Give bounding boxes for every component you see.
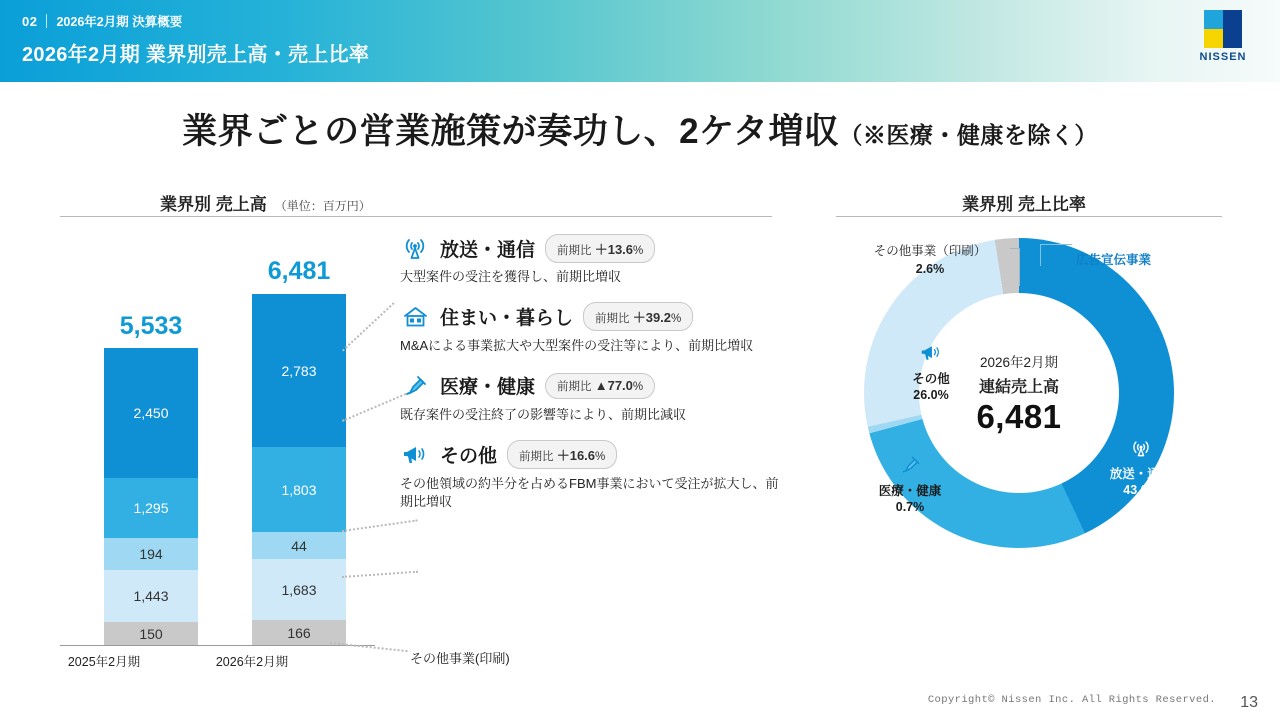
badge-prefix: 前期比 xyxy=(557,244,592,257)
bar-segment-other-2025: 1,443 xyxy=(104,570,198,622)
bar-segment-medical-2026: 44 xyxy=(252,532,346,559)
list-item xyxy=(400,234,780,287)
megaphone-icon xyxy=(400,441,430,469)
donut-callout-print-label: その他事業（印刷） xyxy=(873,244,987,258)
bar-segment-print-2026: 166 xyxy=(252,620,346,645)
donut-callout-print xyxy=(850,242,1010,278)
item-description: M&Aによる事業拡大や大型案件の受注等により、前期比増収 xyxy=(400,337,754,353)
slide-headline-text: 業界ごとの営業施策が奏功し、2ケタ増収 xyxy=(182,112,840,151)
callout-leader-print-h xyxy=(1010,248,1020,249)
logo-wordmark: NISSEN xyxy=(1199,51,1247,63)
bar-segment-home-2026: 1,803 xyxy=(252,447,346,532)
status-badge xyxy=(507,440,617,469)
donut-label-broadcast-name: 放送・通信 xyxy=(1109,466,1173,481)
copyright-text: Copyright© Nissen Inc. All Rights Reserved. xyxy=(927,694,1216,706)
badge-value: ＋16.6 xyxy=(556,448,596,464)
bar-chart-axis xyxy=(60,645,375,646)
home-icon xyxy=(400,303,430,331)
donut-label-other xyxy=(876,342,986,403)
donut-label-other-name: その他 xyxy=(912,371,950,386)
right-section-heading-text: 業界別 売上比率 xyxy=(962,195,1086,214)
logo-mark-icon xyxy=(1204,10,1242,48)
donut-label-medical-value: 0.7% xyxy=(895,500,925,515)
donut-label-home-icon xyxy=(936,552,1066,581)
other-business-note: その他事業(印刷) xyxy=(410,651,510,666)
bar-segment-medical-2025: 194 xyxy=(104,538,198,570)
status-badge xyxy=(545,234,655,263)
bar-total-2026: 6,481 xyxy=(267,257,331,285)
donut-label-home-value: 27.8% xyxy=(983,598,1019,613)
bar-segment-print-2025: 150 xyxy=(104,622,198,645)
donut-label-broadcast-value: 43.0% xyxy=(1123,483,1159,498)
slide-headline xyxy=(0,104,1280,154)
badge-suffix: % xyxy=(595,451,606,464)
left-section-unit: （単位：百万円） xyxy=(274,199,371,213)
donut-center-value: 6,481 xyxy=(976,397,1062,435)
bar-xlabel-2026: 2026年2月期 xyxy=(215,655,289,669)
badge-prefix: 前期比 xyxy=(519,451,554,464)
header-text-block xyxy=(22,11,369,67)
badge-value: ＋13.6 xyxy=(594,241,634,257)
item-name: その他 xyxy=(440,446,498,468)
bar-segment-other-2026: 1,683 xyxy=(252,559,346,620)
donut-center-label: 連結売上高 xyxy=(978,378,1059,396)
badge-suffix: % xyxy=(671,313,682,326)
syringe-icon xyxy=(400,372,430,400)
donut-label-home xyxy=(936,552,1066,613)
industry-item-list xyxy=(400,234,780,528)
page-header xyxy=(0,0,1280,82)
slide-headline-note: （※医療・健康を除く） xyxy=(839,122,1098,148)
broadcast-icon xyxy=(400,234,430,262)
status-badge xyxy=(583,302,693,331)
callout-leader-ad-v xyxy=(1040,244,1041,266)
donut-label-other-value: 26.0% xyxy=(913,388,949,403)
donut-callout-ad-business: 広告宣伝事業 xyxy=(1076,253,1152,267)
badge-suffix: % xyxy=(633,244,644,257)
left-section-heading-text: 業界別 売上高 xyxy=(160,195,267,214)
left-section-heading xyxy=(160,190,371,215)
donut-label-broadcast xyxy=(1086,437,1196,498)
badge-suffix: % xyxy=(632,380,644,393)
badge-value: ▲77.0 xyxy=(594,377,633,393)
badge-value: ＋39.2 xyxy=(632,310,672,326)
item-header xyxy=(400,234,780,262)
callout-leader-print xyxy=(1019,248,1020,286)
list-item xyxy=(400,441,780,513)
badge-prefix: 前期比 xyxy=(557,380,592,393)
header-divider xyxy=(46,14,47,28)
donut-callout-print-value: 2.6% xyxy=(915,262,945,277)
section-subtitle: 2026年2月期 決算概要 xyxy=(56,15,183,29)
item-name: 住まい・暮らし xyxy=(440,308,574,330)
badge-prefix: 前期比 xyxy=(595,313,630,326)
bar-segment-broadcast-2025: 2,450 xyxy=(104,348,198,478)
item-name: 医療・健康 xyxy=(440,377,536,399)
item-description: 大型案件の受注を獲得し、前期比増収 xyxy=(400,269,622,284)
item-name: 放送・通信 xyxy=(440,239,536,261)
list-item xyxy=(400,303,780,356)
donut-center-period: 2026年2月期 xyxy=(979,354,1059,370)
donut-label-medical-name: 医療・健康 xyxy=(878,483,942,498)
page-title: 2026年2月期 業界別売上高・売上比率 xyxy=(22,44,370,66)
bar-segment-home-2025: 1,295 xyxy=(104,478,198,538)
item-header xyxy=(400,441,780,469)
donut-label-home-name: 住まい・暮らし xyxy=(957,581,1045,596)
donut-chart xyxy=(836,232,1212,612)
list-item xyxy=(400,372,780,425)
donut-label-medical xyxy=(854,454,966,515)
item-description: 既存案件の受注終了の影響等により、前期比減収 xyxy=(400,406,687,422)
donut-label-medical-icon xyxy=(854,454,966,483)
item-header xyxy=(400,372,780,400)
company-logo xyxy=(1192,10,1254,63)
callout-leader-ad-h xyxy=(1040,244,1072,245)
page-number: 13 xyxy=(1240,694,1258,711)
left-section-rule xyxy=(60,216,772,217)
bar-xlabel-2025: 2025年2月期 xyxy=(67,655,141,669)
donut-label-broadcast-icon xyxy=(1086,437,1196,466)
status-badge xyxy=(545,373,655,399)
item-header xyxy=(400,303,780,331)
section-number: 02 xyxy=(22,13,38,29)
bar-total-2025: 5,533 xyxy=(119,312,183,340)
header-eyebrow xyxy=(22,11,369,31)
right-section-rule xyxy=(836,216,1222,217)
bar-segment-broadcast-2026: 2,783 xyxy=(252,294,346,447)
stacked-bar-chart xyxy=(60,232,390,652)
donut-label-other-icon xyxy=(876,342,986,371)
right-section-heading xyxy=(836,190,1212,215)
item-description: その他領域の約半分を占めるFBM事業において受注が拡大し、前期比増収 xyxy=(400,475,779,510)
